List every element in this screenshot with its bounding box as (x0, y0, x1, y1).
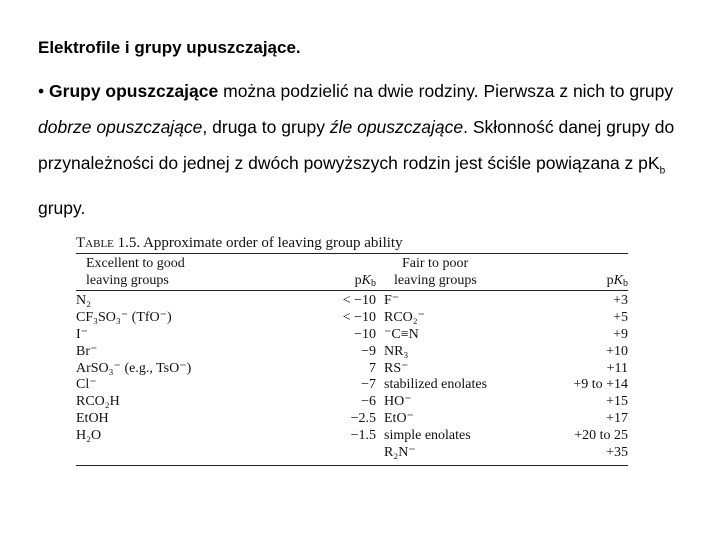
left-pkb: −7 (361, 377, 376, 393)
table-row (76, 327, 628, 344)
table-row (76, 394, 628, 411)
left-group: Cl⁻ (76, 377, 97, 393)
paragraph-subscript: b (659, 165, 666, 177)
left-pkb: −10 (354, 326, 376, 342)
header-col1-line2: leaving groups (86, 273, 169, 288)
table-row (76, 428, 628, 445)
right-group: RS⁻ (384, 360, 409, 376)
left-pkb: −1.5 (350, 428, 376, 444)
right-group: HO⁻ (384, 394, 412, 410)
left-group: ArSO₃⁻ (e.g., TsO⁻) (76, 360, 192, 376)
right-group: RCO₂⁻ (384, 309, 426, 325)
table-row (76, 344, 628, 361)
paragraph-text-4: grupy. (38, 197, 86, 218)
table-label: Table 1.5. (76, 235, 141, 251)
header-col4-pkb: $pK_b$ (606, 273, 628, 289)
left-group: I⁻ (76, 326, 89, 342)
left-group: CF₃SO₃⁻ (TfO⁻) (76, 309, 172, 325)
table-row (76, 411, 628, 428)
header-col1-line1: Excellent to good (86, 256, 185, 271)
table-row (76, 361, 628, 378)
left-pkb: < −10 (342, 309, 376, 325)
right-pkb: +17 (606, 411, 628, 427)
left-pkb: < −10 (342, 293, 376, 308)
right-group: F⁻ (384, 293, 400, 308)
table-title (76, 233, 628, 253)
left-pkb: −6 (361, 394, 376, 410)
table-body (76, 291, 628, 462)
left-pkb: 7 (369, 360, 376, 376)
right-pkb: +9 (613, 326, 628, 342)
right-pkb: +3 (613, 293, 628, 308)
left-group: Br⁻ (76, 343, 98, 359)
right-pkb: +35 (606, 445, 628, 461)
bullet: • (38, 81, 45, 101)
left-group: RCO₂H (76, 394, 120, 410)
right-group: simple enolates (384, 428, 471, 444)
right-group: ⁻C≡N (384, 326, 419, 342)
left-group: N₂ (76, 293, 91, 308)
table-row (76, 445, 628, 462)
paragraph-italic-term-2: źle opuszczające (329, 117, 464, 137)
header-col3-line2: leaving groups (394, 273, 477, 288)
left-group: H₂O (76, 428, 102, 444)
header-col2-pkb: $pK_b$ (354, 273, 376, 289)
left-pkb: −2.5 (350, 411, 376, 427)
header-col3-line1: Fair to poor (402, 256, 469, 271)
paragraph-bold-term: Grupy opuszczające (49, 81, 219, 101)
paragraph-text-1: można podzielić na dwie rodziny. Pierwsza z nich to grupy (218, 81, 674, 101)
right-group: EtO⁻ (384, 411, 414, 427)
left-pkb: −9 (361, 343, 376, 359)
table-row (76, 293, 628, 310)
right-group: NR₃ (384, 343, 409, 359)
table-row (76, 377, 628, 394)
left-group: EtOH (76, 411, 109, 427)
right-group: R₂N⁻ (384, 445, 416, 461)
table-caption: Approximate order of leaving group ability (140, 235, 403, 251)
slide-title: Elektrofile i grupy upuszczające. (38, 38, 301, 57)
leaving-group-table (76, 233, 628, 466)
table-row (76, 310, 628, 327)
table-bottom-rule (76, 465, 628, 466)
paragraph-text-2: , druga to grupy (202, 117, 330, 137)
right-pkb: +15 (606, 394, 628, 410)
right-pkb: +5 (613, 309, 628, 325)
right-pkb: +20 to 25 (574, 428, 628, 444)
right-pkb: +11 (606, 360, 628, 376)
right-pkb: +10 (606, 343, 628, 359)
table-header (76, 254, 628, 290)
slide-paragraph (38, 73, 688, 226)
right-group: stabilized enolates (384, 377, 488, 393)
right-pkb: +9 to +14 (573, 377, 628, 393)
paragraph-italic-term-1: dobrze opuszczające (38, 117, 203, 137)
paragraph-text-3: . Skłonność danej grupy do przynależności do jednej z dwóch powyższych rodzin jest ściśle powiązana z pK (38, 117, 675, 173)
